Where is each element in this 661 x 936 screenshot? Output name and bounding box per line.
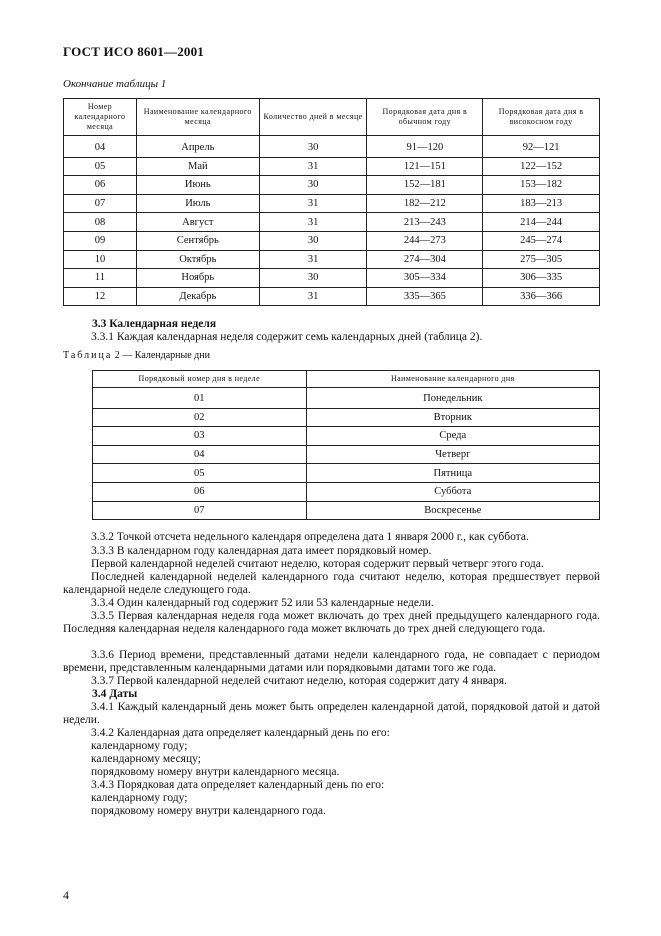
table-cell: 30 (259, 176, 367, 195)
table-cell: 306—335 (483, 269, 600, 288)
table-row (93, 482, 600, 501)
col-header-day-number: Порядковый номер дня в неделе (93, 371, 307, 388)
table-cell: 01 (93, 388, 307, 409)
paragraph: календарному месяцу; (91, 753, 201, 765)
paragraph: 3.3.4 Один календарный год содержит 52 или 53 календарные недели. (91, 597, 434, 609)
table-row (64, 250, 600, 269)
col-header-month-name: Наименование календарного месяца (136, 99, 259, 136)
table-cell: 08 (64, 213, 137, 232)
table-cell: 04 (64, 136, 137, 158)
table-cell: 11 (64, 269, 137, 288)
table-cell: 03 (93, 427, 307, 446)
paragraph-3-3-1: 3.3.1 Каждая календарная неделя содержит семь календарных дней (таблица 2). (91, 331, 483, 343)
table-cell: 07 (64, 194, 137, 213)
table-cell: Четверг (306, 445, 599, 464)
table-cell: Понедельник (306, 388, 599, 409)
table-cell: 121—151 (367, 157, 483, 176)
table-cell: 182—212 (367, 194, 483, 213)
table-cell: 12 (64, 287, 137, 306)
table-cell: 30 (259, 269, 367, 288)
table-cell: 91—120 (367, 136, 483, 158)
table-row (64, 287, 600, 306)
table-cell: 305—334 (367, 269, 483, 288)
col-header-month-number: Номер календарного месяца (64, 99, 137, 136)
paragraph: 3.3.2 Точкой отсчета недельного календаря определена дата 1 января 2000 г., как суббота. (91, 531, 529, 543)
paragraph: 3.4.1 Каждый календарный день может быть определен календарной датой, порядковой датой и датой недели. (63, 701, 600, 726)
table-row (64, 176, 600, 195)
document-header: ГОСТ ИСО 8601—2001 (63, 44, 204, 59)
paragraph: порядковому номеру внутри календарного года. (91, 805, 326, 817)
table-cell: Среда (306, 427, 599, 446)
paragraph: 3.4.3 Порядковая дата определяет календарный день по его: (91, 779, 385, 791)
table-row (93, 501, 600, 520)
table-cell: 275—305 (483, 250, 600, 269)
table-cell: 245—274 (483, 231, 600, 250)
table-row (64, 231, 600, 250)
table-cell: 31 (259, 250, 367, 269)
table-cell: 31 (259, 157, 367, 176)
table-cell: 122—152 (483, 157, 600, 176)
table-cell: 213—243 (367, 213, 483, 232)
table-cell: 04 (93, 445, 307, 464)
table-cell: Воскресенье (306, 501, 599, 520)
section-title-3-3: 3.3 Календарная неделя (92, 318, 217, 330)
table-cell: 09 (64, 231, 137, 250)
table-cell: 31 (259, 287, 367, 306)
paragraph: 3.3.6 Период времени, представленный датами недели календарного года, не совпадает с периодом времени, представленным календарными датами или порядковыми датами того же года. (63, 649, 600, 674)
paragraph: порядковому номеру внутри календарного месяца. (91, 766, 340, 778)
table-row (93, 464, 600, 483)
paragraph: 3.4.2 Календарная дата определяет календарный день по его: (91, 727, 390, 739)
paragraph: календарному году; (91, 792, 188, 804)
table-cell: Июль (136, 194, 259, 213)
table-cell: Ноябрь (136, 269, 259, 288)
table-cell: 05 (93, 464, 307, 483)
table-cell: Сентябрь (136, 231, 259, 250)
table-cell: 153—182 (483, 176, 600, 195)
table-continuation-caption: Окончание таблицы 1 (63, 78, 167, 90)
table-row (64, 269, 600, 288)
table-cell: Пятница (306, 464, 599, 483)
paragraph: календарному году; (91, 740, 188, 752)
table-cell: Июнь (136, 176, 259, 195)
col-header-ordinal-common: Порядковая дата дня в обычном году (367, 99, 483, 136)
table-cell: 05 (64, 157, 137, 176)
table-cell: Октябрь (136, 250, 259, 269)
table-cell: 02 (93, 408, 307, 427)
table-cell: 30 (259, 136, 367, 158)
table-cell: Апрель (136, 136, 259, 158)
table-cell: 06 (93, 482, 307, 501)
page-number: 4 (63, 888, 69, 902)
col-header-day-name: Наименование календарного дня (306, 371, 599, 388)
weekdays-table (92, 370, 600, 520)
col-header-days-count: Количество дней в месяце (259, 99, 367, 136)
table-row (93, 408, 600, 427)
table-cell: 10 (64, 250, 137, 269)
table-cell: 06 (64, 176, 137, 195)
table-cell: 152—181 (367, 176, 483, 195)
table-cell: Август (136, 213, 259, 232)
paragraph: 3.3.7 Первой календарной неделей считают неделю, которая содержит дату 4 января. (91, 675, 507, 687)
table-cell: 183—213 (483, 194, 600, 213)
col-header-ordinal-leap: Порядковая дата дня в високосном году (483, 99, 600, 136)
table-row (93, 427, 600, 446)
table2-caption: Таблица 2 — Календарные дни (63, 350, 210, 361)
table-cell: 335—365 (367, 287, 483, 306)
table-cell: 07 (93, 501, 307, 520)
table-row (64, 194, 600, 213)
paragraph: 3.3.3 В календарном году календарная дата имеет порядковый номер. (91, 545, 432, 557)
table-cell: 244—273 (367, 231, 483, 250)
table-cell: Май (136, 157, 259, 176)
table-cell: 30 (259, 231, 367, 250)
months-table (63, 98, 600, 306)
section-title-3-4: 3.4 Даты (92, 688, 138, 700)
table-cell: 92—121 (483, 136, 600, 158)
table-cell: Вторник (306, 408, 599, 427)
table-cell: 31 (259, 194, 367, 213)
paragraph: 3.3.5 Первая календарная неделя года может включать до трех дней предыдущего календарного года. Последняя календарная неделя календарного года может включать до трех дней следующего года. (63, 610, 600, 635)
table-cell: 31 (259, 213, 367, 232)
table-row (93, 388, 600, 409)
table-cell: 274—304 (367, 250, 483, 269)
table-cell: 336—366 (483, 287, 600, 306)
table-cell: 214—244 (483, 213, 600, 232)
table-row (64, 213, 600, 232)
table-row (64, 136, 600, 158)
table-row (64, 157, 600, 176)
table-cell: Суббота (306, 482, 599, 501)
table-row (93, 445, 600, 464)
table-cell: Декабрь (136, 287, 259, 306)
paragraph: Первой календарной неделей считают неделю, которая содержит первый четверг этого года. (91, 558, 544, 570)
paragraph: Последней календарной неделей календарного года считают неделю, которая предшествует первой календарной неделе следующего года. (63, 571, 600, 596)
